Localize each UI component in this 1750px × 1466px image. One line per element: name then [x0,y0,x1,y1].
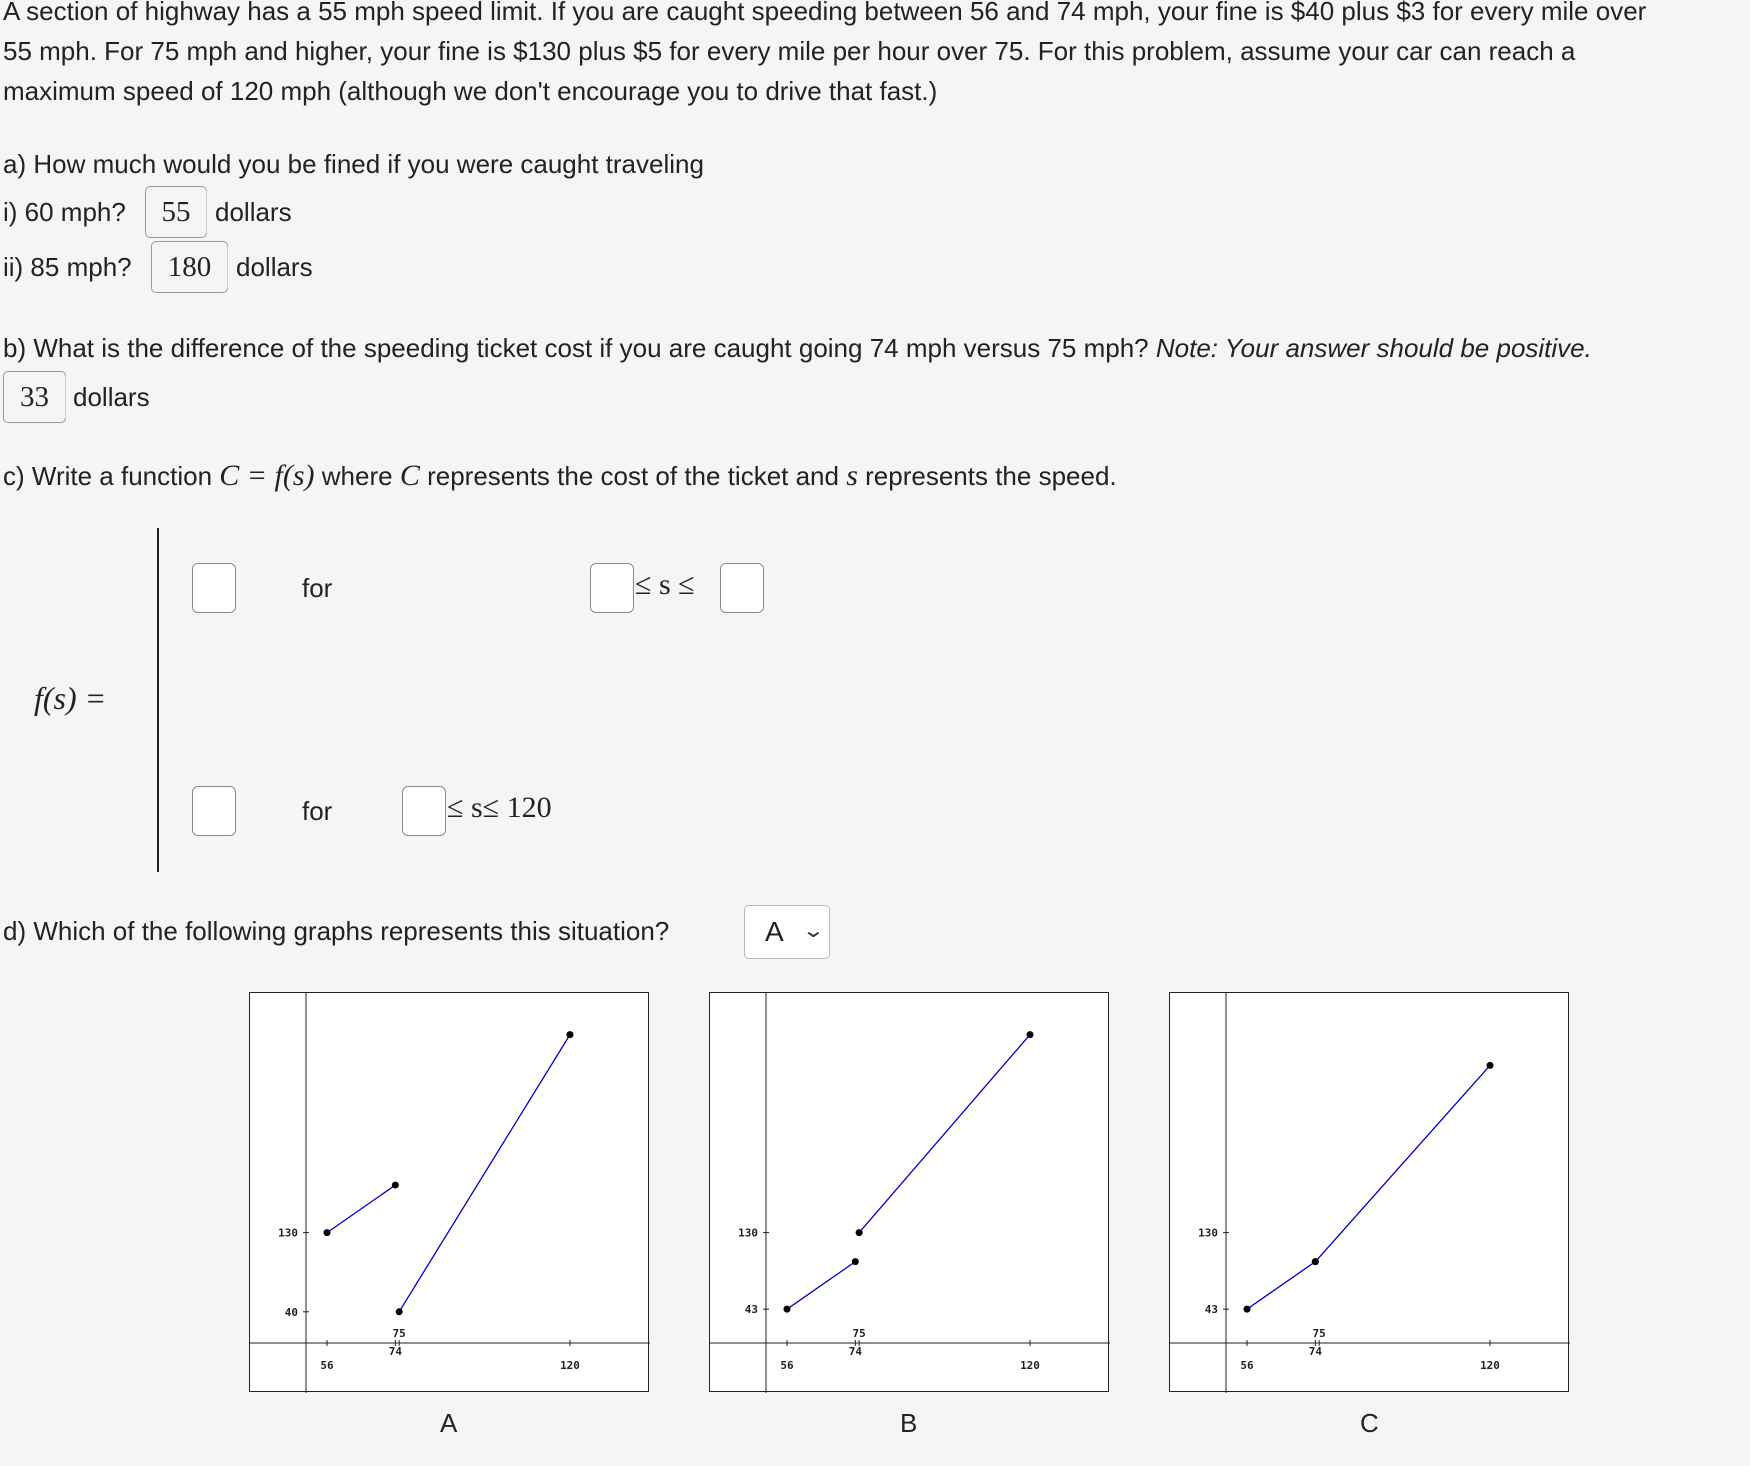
graph-b-label: B [900,1408,918,1438]
graph-b-svg [710,993,1110,1393]
part-c-suffix: represents the speed. [865,461,1117,491]
row2-upper-value: 120 [506,791,552,824]
part-b-prompt-line [3,328,1592,368]
intro-line-2: 55 mph. For 75 mph and higher, your fine is $130 plus $5 for every mile per hour over 75. For this problem, assume your car can reach a [3,36,1576,66]
part-a-q2-unit: dollars [236,252,313,282]
graph-c-y-tick-label: 43 [1204,1303,1218,1317]
part-c-var-c: C [399,459,420,492]
graph-a-y-tick-label: 130 [278,1226,298,1240]
graph-b-endpoint [1027,1031,1034,1038]
graph-a-y-tick-label: 40 [284,1305,298,1319]
graph-a-endpoint [567,1031,574,1038]
row2-lower-bound-input[interactable] [402,786,446,836]
graph-c-endpoint [1487,1062,1494,1069]
graph-c-segment [1247,1262,1315,1310]
part-c-function-expr: C = f(s) [219,459,315,492]
row1-inequality [635,568,695,602]
graph-a-segment [327,1185,395,1233]
row1-lower-bound-input[interactable] [590,563,634,613]
part-a-q1-unit: dollars [215,197,292,227]
graph-b-x-tick-label: 120 [1020,1359,1040,1372]
graph-b-endpoint [856,1229,863,1236]
part-b-prompt: b) What is the difference of the speeding ticket cost if you are caught going 74 mph versus 75 mph? [3,333,1149,363]
graph-a-endpoint [396,1308,403,1315]
graph-b-segment [787,1262,855,1310]
graph-a-endpoint [324,1229,331,1236]
intro-line-1: A section of highway has a 55 mph speed limit. If you are caught speeding between 56 and 74 mph, your fine is $40 plus $3 for every mile over [3,0,1647,26]
part-a-q2-answer[interactable] [151,241,228,293]
row1-inequality-text: ≤ s ≤ [635,568,695,601]
graph-b-endpoint [852,1258,859,1265]
part-b-answer[interactable] [3,371,66,423]
graph-c-endpoint [1244,1306,1251,1313]
graph-b-x-tick-label: 75 [852,1327,866,1340]
graph-a-segment [399,1035,570,1312]
graph-c-y-tick-label: 130 [1198,1226,1218,1240]
graph-b-y-tick-label: 130 [738,1226,758,1240]
graph-a-svg [250,993,650,1393]
graph-b-x-tick-label: 56 [780,1359,794,1372]
graph-choice-select[interactable] [744,905,830,959]
row1-expression-input[interactable] [192,563,236,613]
part-b-unit: dollars [73,382,150,412]
part-c-prefix: c) Write a function [3,461,213,491]
graph-c-svg [1170,993,1570,1393]
graph-a-x-tick-label: 56 [320,1359,334,1372]
graph-a-x-tick-label: 120 [560,1359,580,1372]
graph-c-label: C [1360,1408,1379,1438]
row1-upper-bound-input[interactable] [720,563,764,613]
part-c-mid1: where [321,461,393,491]
part-a-q2-label: ii) 85 mph? [3,252,132,282]
piecewise-lhs: f(s) = [34,680,107,716]
graph-a-x-tick-label: 75 [392,1327,406,1340]
graph-c-endpoint [1312,1258,1319,1265]
graph-c-x-tick-label: 56 [1240,1359,1254,1372]
part-d-prompt: d) Which of the following graphs represents this situation? [3,916,670,946]
graph-b-x-tick-label: 74 [848,1345,862,1358]
part-a-q2-value: 180 [167,250,212,283]
graph-a-x-tick-label: 74 [388,1345,402,1358]
graph-c-segment [1315,1065,1490,1261]
row1-for-label: for [302,573,333,603]
graph-c-x-tick-label: 75 [1312,1327,1326,1340]
graph-choice-value: A [765,916,784,947]
part-c-var-s: s [846,459,858,492]
part-a-prompt: a) How much would you be fined if you were caught traveling [3,149,704,179]
graph-c [1169,992,1569,1392]
graph-c-x-tick-label: 74 [1308,1345,1322,1358]
row2-inequality-text: ≤ s≤ [447,791,500,824]
graph-b-endpoint [784,1306,791,1313]
part-c-mid2: represents the cost of the ticket and [427,461,839,491]
graph-b-y-tick-label: 43 [744,1303,758,1317]
row2-for-label: for [302,796,333,826]
row2-inequality [447,791,552,825]
graph-c-x-tick-label: 120 [1480,1359,1500,1372]
part-a-q1-value: 55 [161,195,191,228]
graph-b-segment [859,1035,1030,1233]
chevron-down-icon: ⌄ [801,920,826,942]
graph-b [709,992,1109,1392]
graph-a-endpoint [392,1182,399,1189]
row2-expression-input[interactable] [192,786,236,836]
graph-a-label: A [440,1408,458,1438]
intro-line-3: maximum speed of 120 mph (although we don't encourage you to drive that fast.) [3,76,938,106]
part-b-note: Note: Your answer should be positive. [1155,333,1592,363]
part-c-prompt [3,456,1117,496]
graph-a [249,992,649,1392]
part-b-value: 33 [20,380,49,413]
part-a-q1-label: i) 60 mph? [3,197,126,227]
piecewise-brace [157,528,159,872]
part-a-q1-answer[interactable] [145,186,207,238]
